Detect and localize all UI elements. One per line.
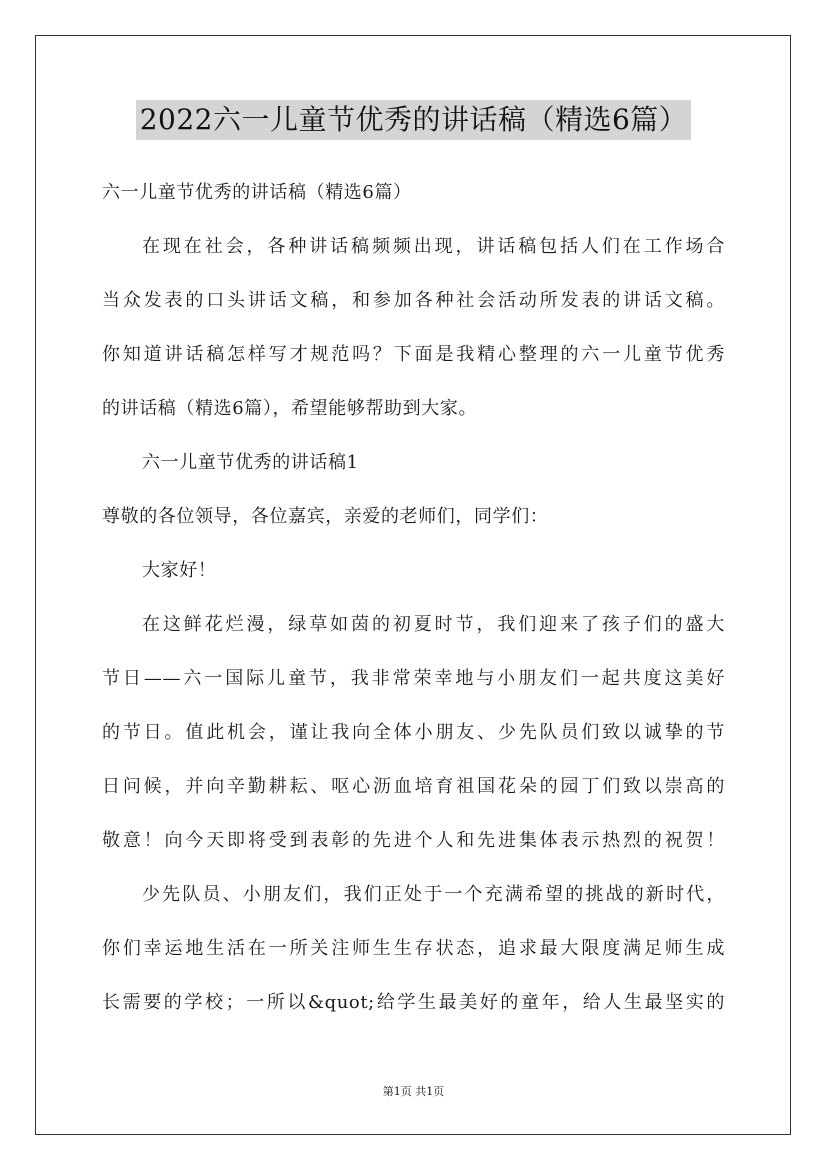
paragraph-line: 敬意！向今天即将受到表彰的先进个人和先进集体表示热烈的祝贺！ <box>102 830 725 851</box>
document-title: 2022六一儿童节优秀的讲话稿（精选6篇） <box>136 100 692 140</box>
paragraph-line: 少先队员、小朋友们，我们正处于一个充满希望的挑战的新时代， <box>142 884 725 905</box>
paragraph-line: 日问候，并向辛勤耕耘、呕心沥血培育祖国花朵的园丁们致以崇高的 <box>102 776 725 797</box>
salutation-line: 尊敬的各位领导，各位嘉宾，亲爱的老师们，同学们： <box>102 506 549 527</box>
paragraph-line: 你们幸运地生活在一所关注师生生存状态，追求最大限度满足师生成 <box>102 938 725 959</box>
paragraph-line: 的节日。值此机会，谨让我向全体小朋友、少先队员们致以诚挚的节 <box>102 722 725 743</box>
paragraph-line: 在现在社会，各种讲话稿频频出现，讲话稿包括人们在工作场合 <box>142 236 725 257</box>
paragraph-line: 当众发表的口头讲话文稿，和参加各种社会活动所发表的讲话文稿。 <box>102 290 725 311</box>
title-block <box>0 100 827 140</box>
paragraph-line: 节日——六一国际儿童节，我非常荣幸地与小朋友们一起共度这美好 <box>102 668 725 689</box>
subtitle-line: 六一儿童节优秀的讲话稿（精选6篇） <box>102 182 412 203</box>
section-heading: 六一儿童节优秀的讲话稿1 <box>142 452 359 473</box>
document-body <box>102 174 725 1038</box>
paragraph-line: 在这鲜花烂漫，绿草如茵的初夏时节，我们迎来了孩子们的盛大 <box>142 614 725 635</box>
page-number: 第1页 共1页 <box>382 1085 445 1098</box>
paragraph-line: 你知道讲话稿怎样写才规范吗？下面是我精心整理的六一儿童节优秀 <box>102 344 725 365</box>
page-footer <box>0 1083 827 1099</box>
paragraph-line: 长需要的学校；一所以&quot;给学生最美好的童年，给人生最坚实的 <box>102 992 725 1013</box>
paragraph-line: 的讲话稿（精选6篇），希望能够帮助到大家。 <box>102 398 478 419</box>
greeting-line: 大家好！ <box>142 560 217 581</box>
